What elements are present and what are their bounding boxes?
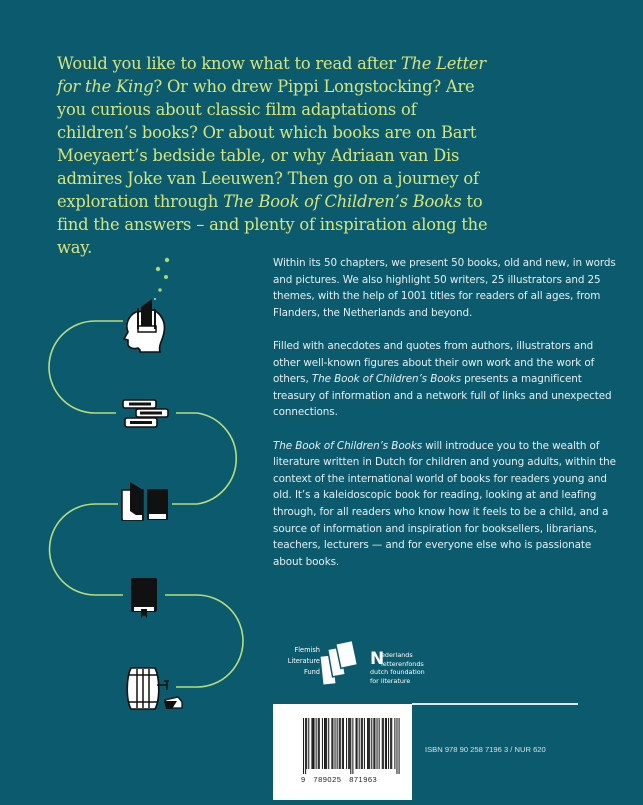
barcode-bar — [357, 718, 358, 769]
barcode-bar — [316, 718, 317, 769]
barcode-bar — [322, 718, 323, 769]
flemish-line-2: Literature — [287, 657, 320, 665]
barcode-bar — [352, 718, 353, 774]
barcode-bar — [337, 718, 338, 769]
barcode-bar — [335, 718, 336, 769]
paragraph-2-text-b: presents a magnificent treasury of information and a network full of links and unexpected connections. — [273, 373, 612, 419]
barcode-panel — [273, 704, 412, 800]
barcode-bar — [379, 718, 380, 769]
barcode-bar — [331, 718, 332, 769]
barcode-bar — [383, 718, 384, 769]
barcode-bar — [339, 718, 340, 769]
barcode-bar — [312, 718, 313, 769]
barcode-bar — [388, 718, 389, 769]
barcode-bar — [340, 718, 341, 769]
head-with-book-icon — [124, 299, 164, 352]
barcode-bar — [303, 718, 304, 774]
barcode-bar — [318, 718, 319, 769]
barcode-bar — [382, 718, 383, 769]
journey-path — [49, 321, 243, 687]
flemish-literature-fund-logo — [321, 640, 358, 684]
barcode-bar — [308, 718, 309, 769]
barcode-digits: 9 789025 871963 — [301, 775, 378, 784]
barcode-bar — [364, 718, 365, 769]
barcode-bar — [332, 718, 333, 769]
flemish-line-3: Fund — [304, 668, 320, 676]
paragraph-2-text-a: Filled with anecdotes and quotes from authors, illustrators and other well-known figures about their own work and the work of others, — [273, 339, 595, 386]
barcode-bar — [311, 718, 312, 769]
intro-title-letter-for-the-king: The Letter for the King — [57, 54, 486, 96]
barcode-bar — [350, 718, 351, 774]
ndl-big-n: N — [370, 649, 385, 669]
barcode-bar — [326, 718, 327, 769]
barcode-bar — [374, 718, 375, 769]
closed-book-icon — [131, 578, 157, 618]
barcode-bar — [396, 718, 397, 774]
barcode-bar — [386, 718, 387, 769]
paragraph-2-title: The Book of Children’s Books — [311, 373, 461, 386]
barcode-bar — [367, 718, 368, 769]
barcode-bar — [314, 718, 315, 769]
ndl-line-1: ederlands — [381, 651, 413, 659]
barcode-bar — [390, 718, 391, 769]
barcode-bar — [328, 718, 329, 769]
intro-sentence-2: ? Or who drew Pippi Longstocking? Are you curious about classic film adaptations of children’s books? Or about which books are on Bart Moeyaert’s bedside table, or why Adriaan van Dis admires Joke van Leeuwen? Then go on a journey of exploration through — [57, 77, 479, 211]
barcode-bar — [348, 718, 349, 769]
barcode-bar — [371, 718, 372, 769]
flemish-literature-fund-text — [280, 645, 320, 678]
barcode-bar — [342, 718, 343, 769]
barcode-bar — [324, 718, 325, 769]
stars-icon — [154, 258, 169, 300]
paragraph-3-text: will introduce you to the wealth of literature written in Dutch for children and young adults, within the context of the international world of books for readers young and old. It’s a kaleidoscopic book for reading, looking at and leafing through, for all readers who know how it feels to be a child, and a source of information and inspiration for booksellers, librarians, teachers, lecturers — and for everyone else who is passionate about books. — [273, 439, 616, 568]
barcode-bar — [362, 718, 363, 769]
barcode-bar — [306, 718, 307, 769]
ndl-line-4: for literature — [370, 676, 411, 685]
flemish-line-1: Flemish — [294, 646, 320, 654]
barcode-bar — [346, 718, 347, 769]
barcode-bar — [373, 718, 374, 769]
barcode-divider — [412, 703, 578, 705]
barcode-bar — [319, 718, 320, 769]
barcode-bar — [356, 718, 357, 769]
intro-sentence-3: to find the answers – and plenty of inspiration along the way. — [57, 192, 488, 257]
barcode-bar — [305, 718, 306, 774]
barcode-bar — [343, 718, 344, 769]
ndl-line-3: dutch foundation — [370, 668, 425, 677]
open-books-icon — [122, 482, 168, 520]
barrel-icon — [127, 668, 182, 709]
intro-title-book-of-childrens-books: The Book of Children’s Books — [223, 192, 462, 211]
barcode-bar — [361, 718, 362, 769]
barcode-bar — [325, 718, 326, 769]
description-paragraph-1: Within its 50 chapters, we present 50 books, old and new, in words and pictures. We also highlight 50 writers, 25 illustrators and 25 themes, with the help of 1001 titles for readers of all ages, from Flanders, the Netherlands and beyond. — [273, 257, 616, 319]
barcode-bar — [377, 718, 378, 769]
barcode-icon — [273, 704, 412, 800]
barcode-bar — [359, 718, 360, 769]
barcode-bar — [369, 718, 370, 769]
barcode-bar — [399, 718, 400, 774]
barcode-bar — [391, 718, 392, 769]
barcode-bar — [385, 718, 386, 769]
barcode-bar — [368, 718, 369, 769]
stacked-books-icon — [123, 400, 168, 427]
nederlands-letterenfonds-logo — [370, 651, 425, 685]
ndl-line-2: letterenfonds — [381, 659, 424, 668]
paragraph-3-title: The Book of Children’s Books — [273, 439, 423, 452]
barcode-bar — [394, 718, 395, 769]
intro-sentence-1: Would you like to know what to read after — [57, 54, 401, 73]
isbn-text: ISBN 978 90 258 7196 3 / NUR 620 — [425, 745, 546, 754]
barcode-bar — [349, 718, 350, 769]
